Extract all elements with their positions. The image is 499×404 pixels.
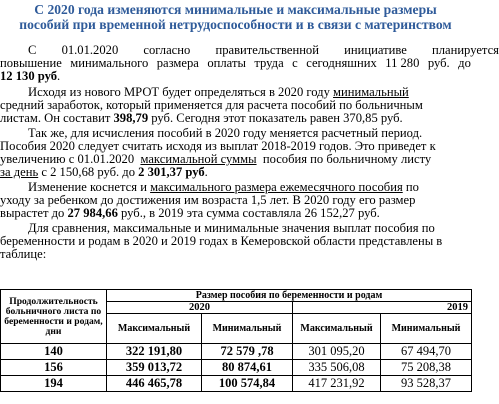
p4-line-2: уходу за ребенком до достижения им возраста 1,5 лет. В 2020 году его размер xyxy=(0,193,416,207)
table-row xyxy=(1,360,472,376)
min-2019-cell: 67 494,70 xyxy=(381,344,472,360)
max-2019-cell: 335 506,08 xyxy=(293,360,381,376)
max-2020-cell: 446 465,78 xyxy=(107,376,202,392)
min-2019-cell: 93 528,37 xyxy=(381,376,472,392)
title-line-1: С 2020 года изменяются минимальные и максимальные размеры xyxy=(34,2,437,17)
p2-line-2: средний заработок, который применяется для расчета пособий по больничным xyxy=(0,98,423,112)
max-2020-cell: 359 013,72 xyxy=(107,360,202,376)
max-2019-cell: 417 231,92 xyxy=(293,376,381,392)
p3-line-2: Пособия 2020 следует считать исходя из выплат 2018-2019 годов. Это приведет к xyxy=(0,139,436,153)
days-cell: 156 xyxy=(1,360,107,376)
min-2020-cell: 80 874,61 xyxy=(202,360,293,376)
max-2019-header: Максимальный xyxy=(293,314,381,344)
p5-line-3: таблице: xyxy=(0,247,47,261)
max-2020-header: Максимальный xyxy=(107,314,202,344)
p1-line-3: 12 130 руб. xyxy=(0,69,61,83)
days-cell: 140 xyxy=(1,344,107,360)
days-cell: 194 xyxy=(1,376,107,392)
col-header-benefit-size: Размер пособия по беременности и родам xyxy=(107,290,472,302)
p2-line-1: Исходя из нового МРОТ будет определяться в 2020 году минимальный xyxy=(28,85,409,99)
col-header-duration: Продолжительность больничного листа по беременности и родам, дни xyxy=(1,290,107,344)
year-header-2020: 2020 xyxy=(107,302,293,314)
p3-line-4: за день с 2 150,68 руб. до 2 301,37 руб. xyxy=(0,165,208,179)
year-header-2019: 2019 xyxy=(293,302,472,314)
p1-line-1: С 01.01.2020 согласно правительственной инициативе планируется xyxy=(28,43,499,57)
min-2020-header: Минимальный xyxy=(202,314,293,344)
title-line-2: пособий при временной нетрудоспособности и в связи с материнством xyxy=(19,17,452,32)
p1-line-2: повышение минимального размера оплаты труда с сегодняшних 11 280 руб. до xyxy=(0,56,471,70)
min-2020-cell: 100 574,84 xyxy=(202,376,293,392)
table-row xyxy=(1,376,472,392)
document-title xyxy=(0,2,471,32)
p4-line-1: Изменение коснется и максимального размера ежемесячного пособия по xyxy=(28,180,419,194)
min-2019-cell: 75 208,38 xyxy=(381,360,472,376)
p4-line-3: вырастет до 27 984,66 руб., в 2019 эта сумма составляла 26 152,27 руб. xyxy=(0,206,380,220)
table-header-row-1 xyxy=(1,290,472,302)
table-row xyxy=(1,344,472,360)
max-2020-cell: 322 191,80 xyxy=(107,344,202,360)
p5-line-1: Для сравнения, максимальные и минимальные значения выплат пособия по xyxy=(28,221,435,235)
min-2020-cell: 72 579 ,78 xyxy=(202,344,293,360)
p5-line-2: беременности и родам в 2020 и 2019 годах в Кемеровской области представлены в xyxy=(0,234,443,248)
p3-line-1: Так же, для исчисления пособий в 2020 году меняется расчетный период. xyxy=(28,126,423,140)
max-2019-cell: 301 095,20 xyxy=(293,344,381,360)
p3-line-3: увеличению с 01.01.2020 максимальной суммы пособия по больничному листу xyxy=(0,152,432,166)
min-2019-header: Минимальный xyxy=(381,314,472,344)
p2-line-3: листам. Он составит 398,79 руб. Сегодня этот показатель равен 370,85 руб. xyxy=(0,111,403,125)
benefits-table xyxy=(0,289,472,392)
